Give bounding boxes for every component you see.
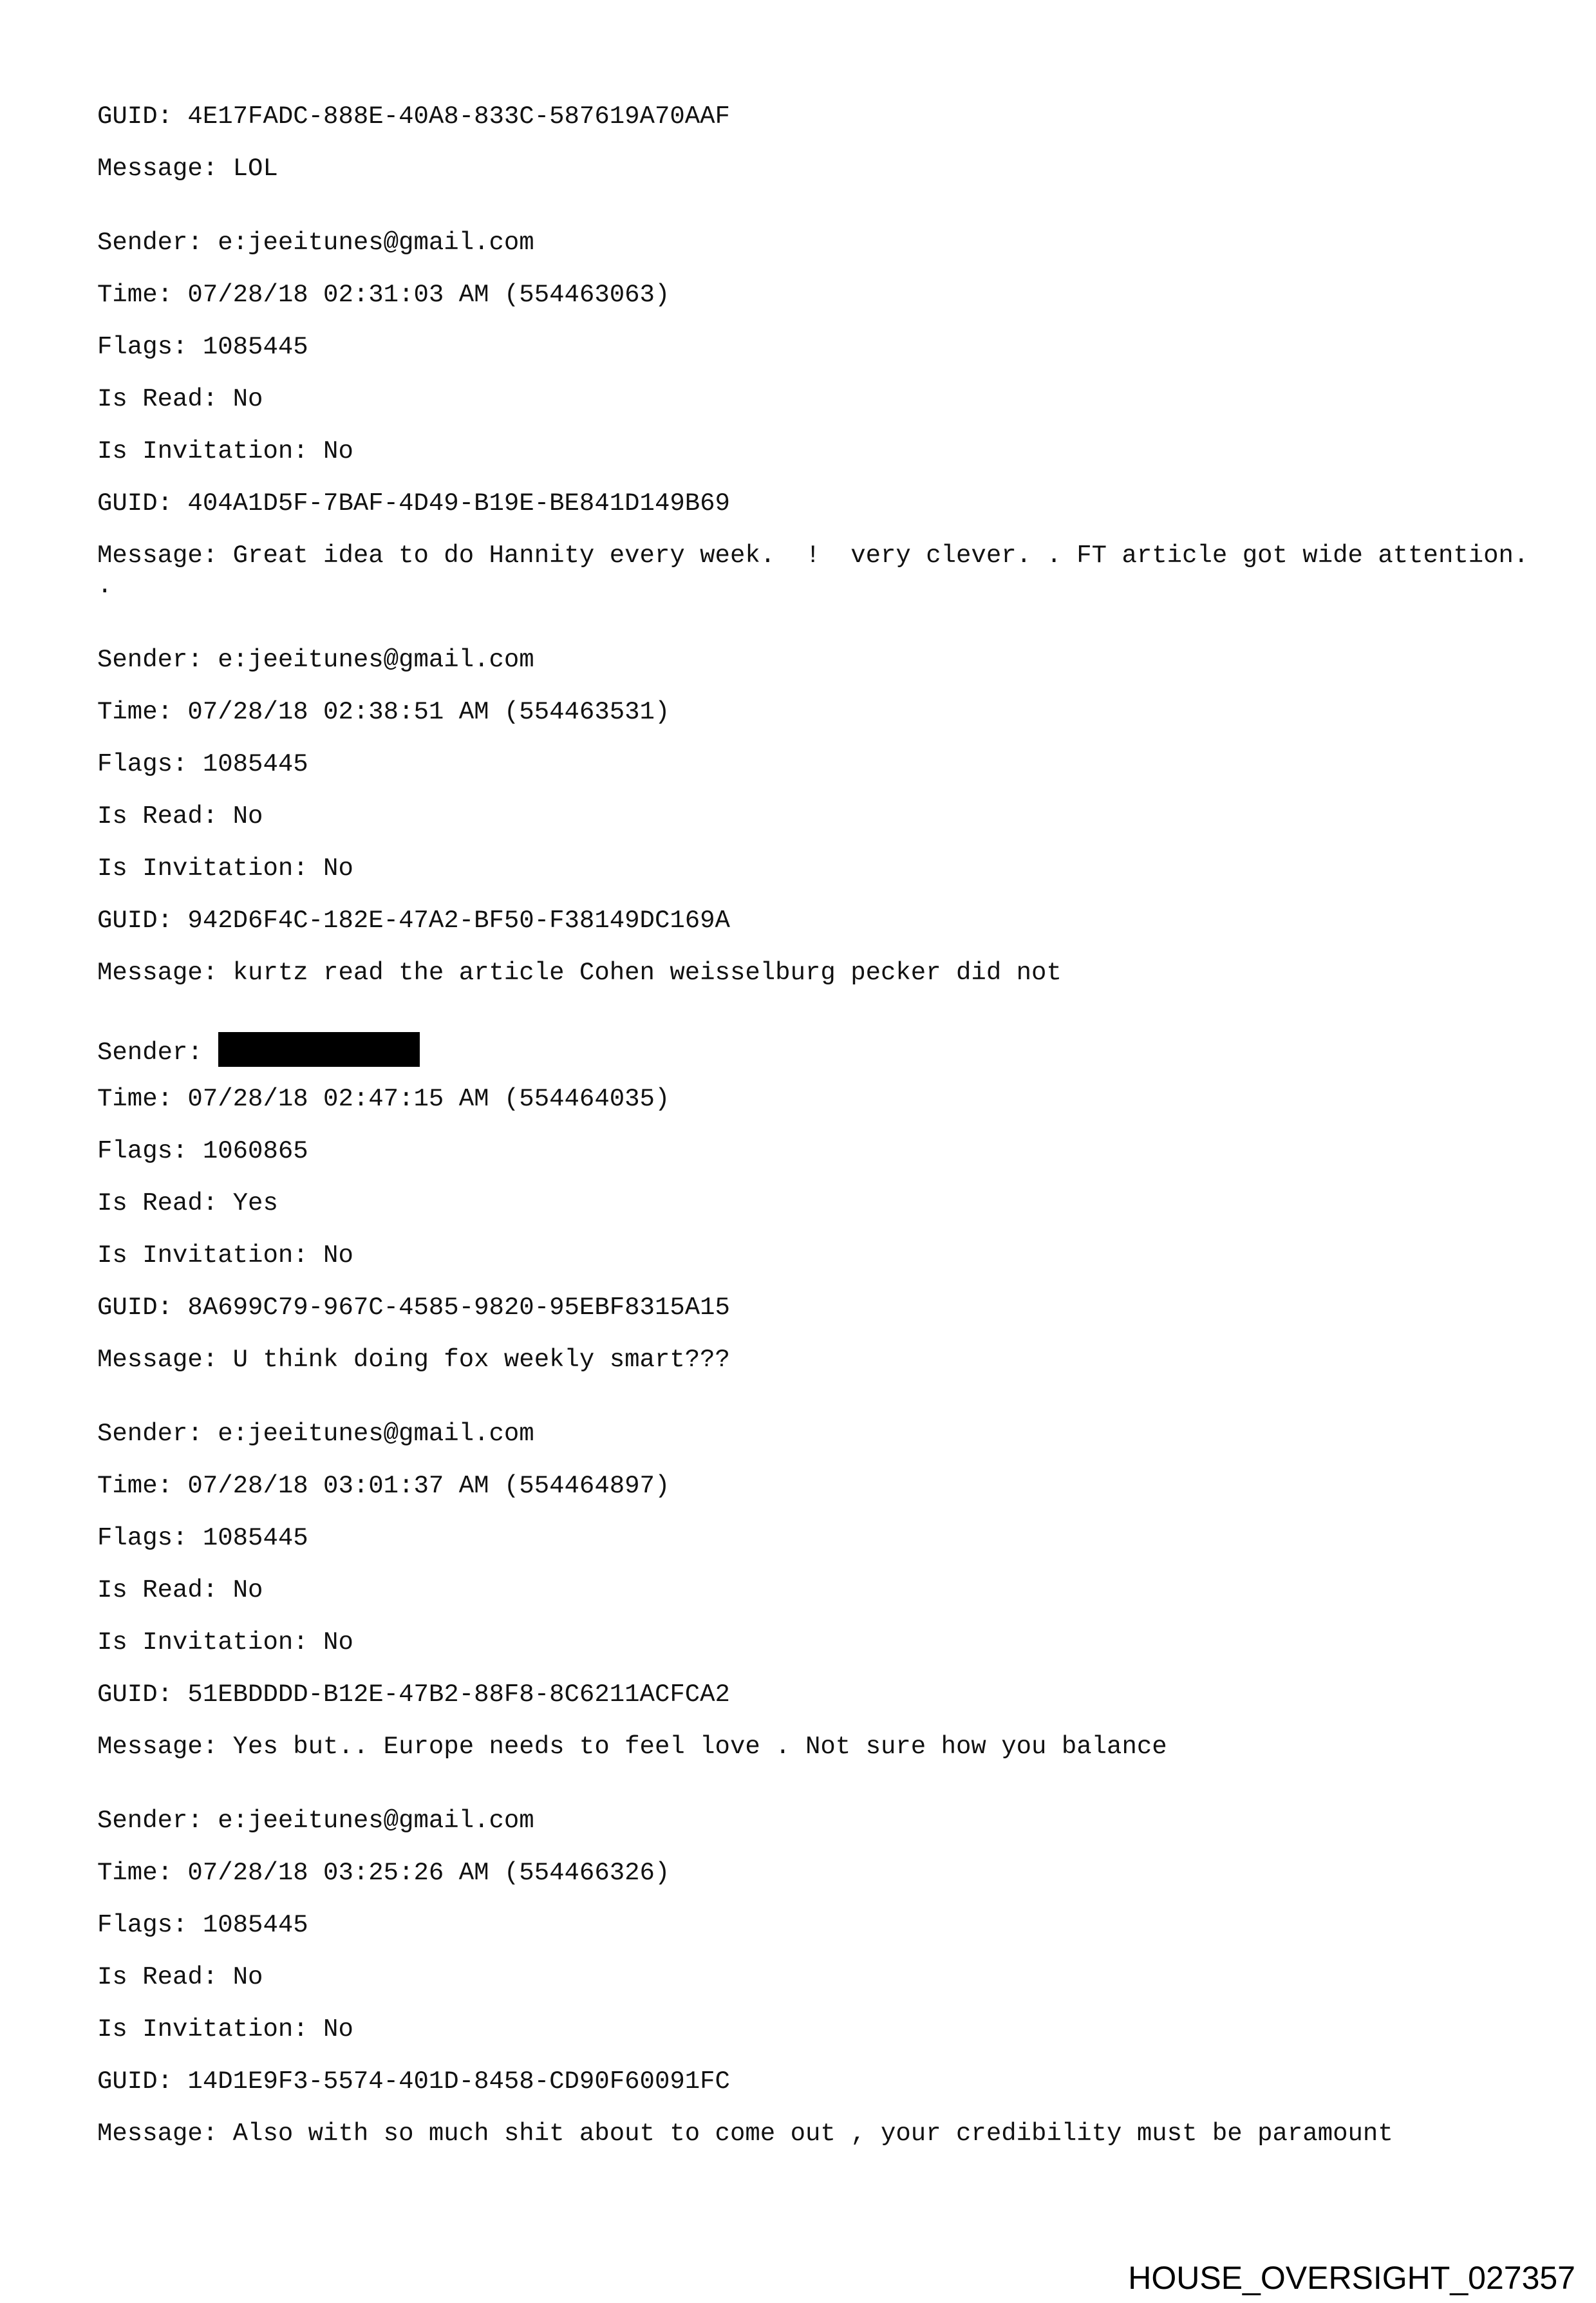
- sender-label: Sender:: [97, 1039, 203, 1067]
- block-gap: [97, 1010, 1533, 1032]
- guid-line: GUID: 14D1E9F3-5574-401D-8458-CD90F60091FC: [97, 2067, 730, 2096]
- sender-line: Sender: e:jeeitunes@gmail.com: [97, 1420, 534, 1448]
- block-gap: [97, 1397, 1533, 1419]
- block-gap: [97, 623, 1533, 645]
- is-read-line: Is Read: No: [97, 1963, 263, 1991]
- flags-line: Flags: 1085445: [97, 1911, 308, 1939]
- message-log: [97, 102, 1559, 2171]
- redaction-box: [218, 1032, 420, 1067]
- is-invitation-line: Is Invitation: No: [97, 437, 353, 465]
- block-gap: [97, 1784, 1533, 1806]
- guid-line: GUID: 4E17FADC-888E-40A8-833C-587619A70AAF: [97, 102, 730, 131]
- flags-line: Flags: 1085445: [97, 333, 308, 361]
- message-line: Message: Great idea to do Hannity every week. ! very clever. . FT article got wide attention. .: [97, 541, 1559, 600]
- is-read-line: Is Read: No: [97, 385, 263, 413]
- bates-number: HOUSE_OVERSIGHT_027357: [1128, 2260, 1575, 2296]
- message-record: [97, 1032, 1533, 1375]
- time-line: Time: 07/28/18 03:01:37 AM (554464897): [97, 1472, 670, 1500]
- guid-line: GUID: 404A1D5F-7BAF-4D49-B19E-BE841D149B69: [97, 489, 730, 518]
- guid-line: GUID: 942D6F4C-182E-47A2-BF50-F38149DC169A: [97, 907, 730, 935]
- message-record: [97, 645, 1533, 988]
- time-line: Time: 07/28/18 02:47:15 AM (554464035): [97, 1085, 670, 1113]
- is-invitation-line: Is Invitation: No: [97, 1241, 353, 1270]
- message-line: Message: kurtz read the article Cohen weisselburg pecker did not: [97, 959, 1062, 987]
- is-read-line: Is Read: No: [97, 1576, 263, 1604]
- sender-line: [97, 1032, 1533, 1067]
- message-line: Message: U think doing fox weekly smart???: [97, 1346, 730, 1374]
- flags-line: Flags: 1060865: [97, 1137, 308, 1165]
- guid-line: GUID: 51EBDDDD-B12E-47B2-88F8-8C6211ACFCA2: [97, 1680, 730, 1709]
- flags-line: Flags: 1085445: [97, 1524, 308, 1552]
- message-line: Message: Yes but.. Europe needs to feel love . Not sure how you balance: [97, 1733, 1167, 1761]
- is-invitation-line: Is Invitation: No: [97, 1628, 353, 1657]
- time-line: Time: 07/28/18 02:31:03 AM (554463063): [97, 281, 670, 309]
- is-invitation-line: Is Invitation: No: [97, 2015, 353, 2044]
- is-read-line: Is Read: No: [97, 802, 263, 831]
- message-line: Message: Also with so much shit about to come out , your credibility must be paramount: [97, 2120, 1393, 2148]
- is-read-line: Is Read: Yes: [97, 1189, 278, 1217]
- sender-line: Sender: e:jeeitunes@gmail.com: [97, 646, 534, 674]
- message-record: [97, 1806, 1533, 2149]
- sender-line: Sender: e:jeeitunes@gmail.com: [97, 1807, 534, 1835]
- time-line: Time: 07/28/18 03:25:26 AM (554466326): [97, 1859, 670, 1887]
- guid-line: GUID: 8A699C79-967C-4585-9820-95EBF8315A15: [97, 1293, 730, 1322]
- message-record: [97, 228, 1559, 601]
- message-line: Message: LOL: [97, 155, 278, 183]
- time-line: Time: 07/28/18 02:38:51 AM (554463531): [97, 698, 670, 726]
- is-invitation-line: Is Invitation: No: [97, 854, 353, 883]
- flags-line: Flags: 1085445: [97, 750, 308, 778]
- block-gap: [97, 206, 1533, 228]
- sender-line: Sender: e:jeeitunes@gmail.com: [97, 229, 534, 257]
- message-record: [97, 1419, 1533, 1762]
